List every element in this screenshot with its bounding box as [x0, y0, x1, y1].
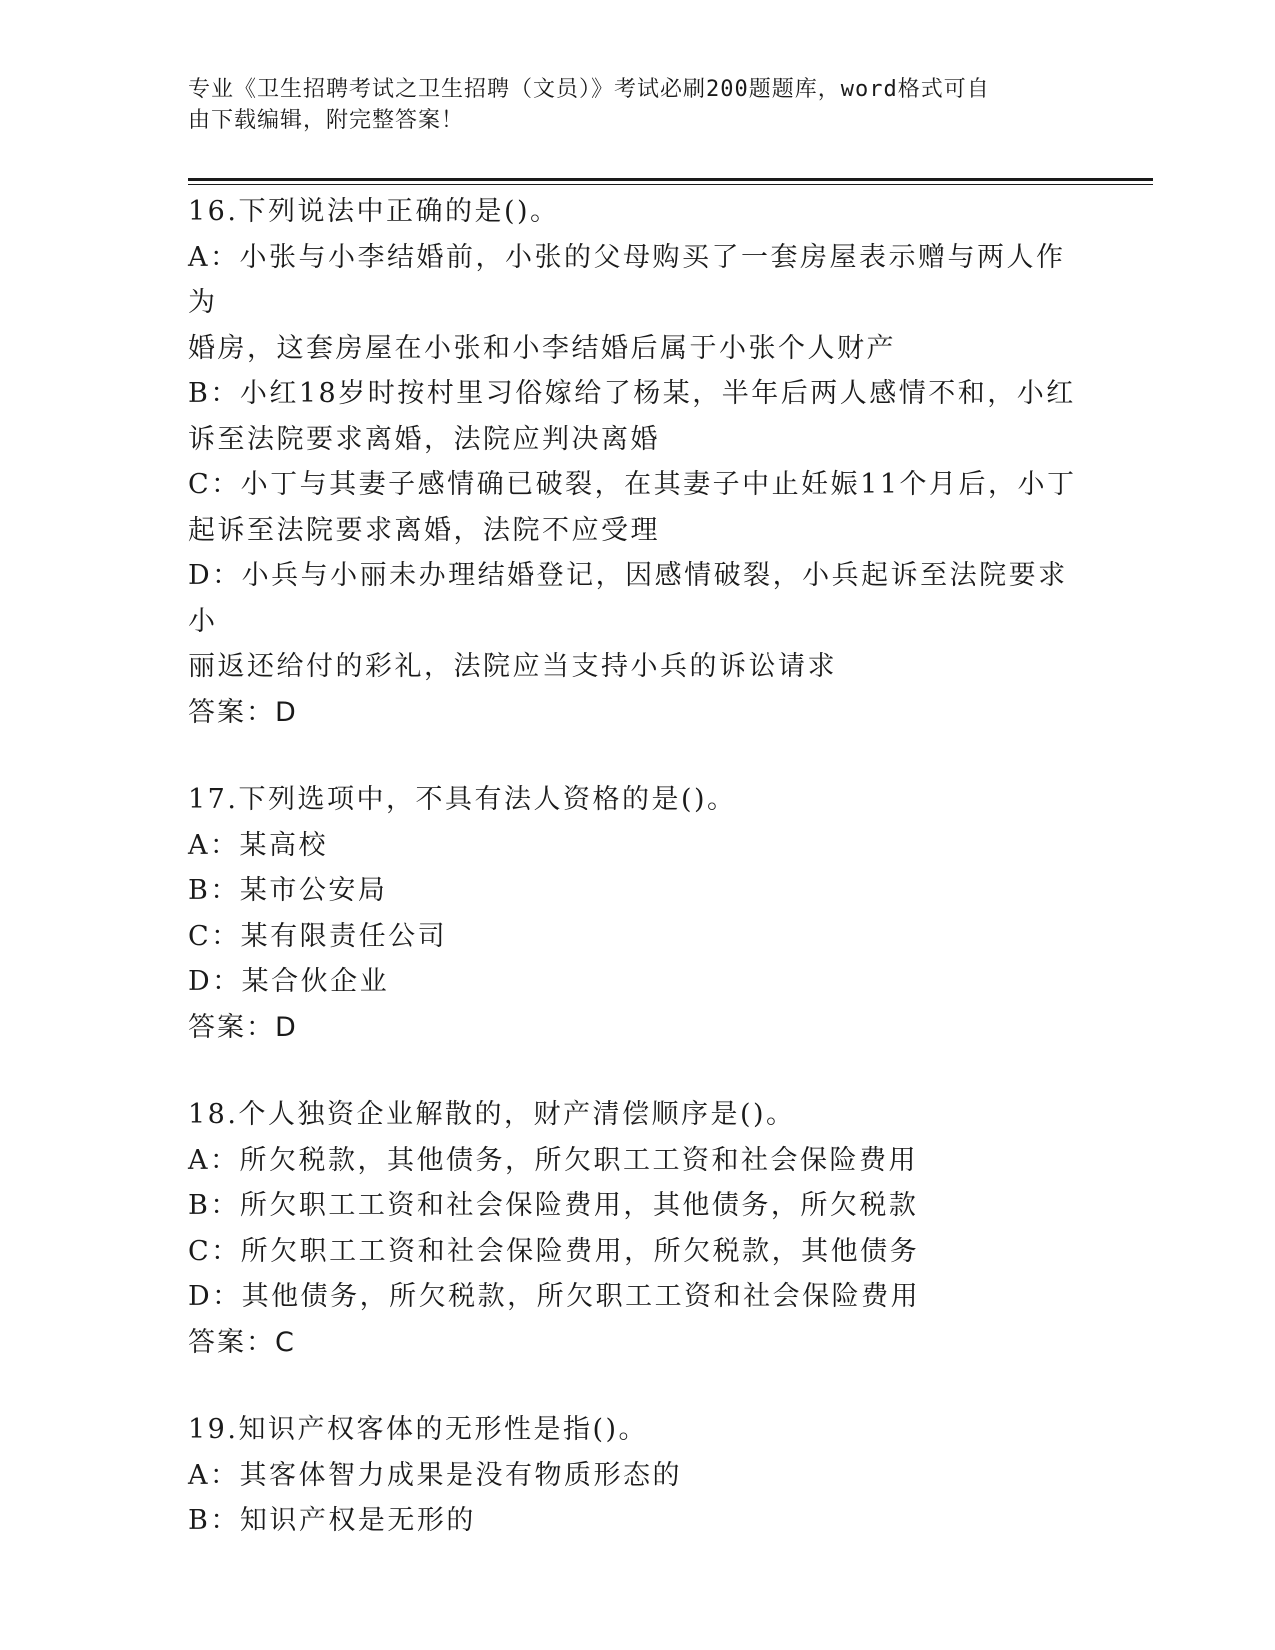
answer-line: 答案：C — [188, 1326, 296, 1358]
option-line: A：小张与小李结婚前，小张的父母购买了一套房屋表示赠与两人作为 — [188, 241, 1066, 318]
question-stem: 16.下列说法中正确的是()。 — [188, 196, 560, 227]
option-line: A：所欠税款，其他债务，所欠职工工资和社会保险费用 — [188, 1144, 918, 1176]
header-divider-thick — [188, 178, 1153, 181]
option-line: B：知识产权是无形的 — [188, 1505, 476, 1536]
option-line: B：所欠职工工资和社会保险费用，其他债务，所欠税款 — [188, 1190, 919, 1221]
option-line: 丽返还给付的彩礼，法院应当支持小兵的诉讼请求 — [188, 651, 837, 682]
option-line: C：所欠职工工资和社会保险费用，所欠税款，其他债务 — [188, 1235, 920, 1267]
option-line: A：某高校 — [188, 829, 328, 861]
document-header — [188, 74, 1068, 136]
header-line-2: 由下载编辑，附完整答案！ — [188, 108, 465, 133]
option-line: B：小红18岁时按村里习俗嫁给了杨某，半年后两人感情不和，小红 — [188, 378, 1076, 409]
question-16 — [188, 189, 1088, 735]
header-line-1: 专业《卫生招聘考试之卫生招聘（文员）》考试必刷200题题库，word格式可自 — [188, 77, 990, 102]
option-line: 婚房，这套房屋在小张和小李结婚后属于小张个人财产 — [188, 332, 896, 364]
question-19 — [188, 1407, 1088, 1544]
question-list — [188, 189, 1088, 1586]
option-line: C：小丁与其妻子感情确已破裂，在其妻子中止妊娠11个月后，小丁 — [188, 469, 1077, 500]
question-17 — [188, 777, 1088, 1050]
option-line: B：某市公安局 — [188, 875, 388, 906]
option-line: C：某有限责任公司 — [188, 920, 448, 952]
option-line: D：其他债务，所欠税款，所欠职工工资和社会保险费用 — [188, 1281, 921, 1312]
option-line: 起诉至法院要求离婚，法院不应受理 — [188, 514, 660, 546]
question-18 — [188, 1092, 1088, 1365]
question-stem: 19.知识产权客体的无形性是指()。 — [188, 1414, 649, 1445]
question-stem: 18.个人独资企业解散的，财产清偿顺序是()。 — [188, 1099, 796, 1130]
answer-line: 答案：D — [188, 1011, 298, 1043]
option-line: A：其客体智力成果是没有物质形态的 — [188, 1459, 682, 1491]
answer-line: 答案：D — [188, 696, 298, 728]
question-stem: 17.下列选项中，不具有法人资格的是()。 — [188, 784, 737, 815]
header-divider-thin — [188, 184, 1153, 185]
option-line: D：小兵与小丽未办理结婚登记，因感情破裂，小兵起诉至法院要求小 — [188, 560, 1068, 637]
option-line: 诉至法院要求离婚，法院应判决离婚 — [188, 423, 660, 455]
option-line: D：某合伙企业 — [188, 966, 390, 997]
